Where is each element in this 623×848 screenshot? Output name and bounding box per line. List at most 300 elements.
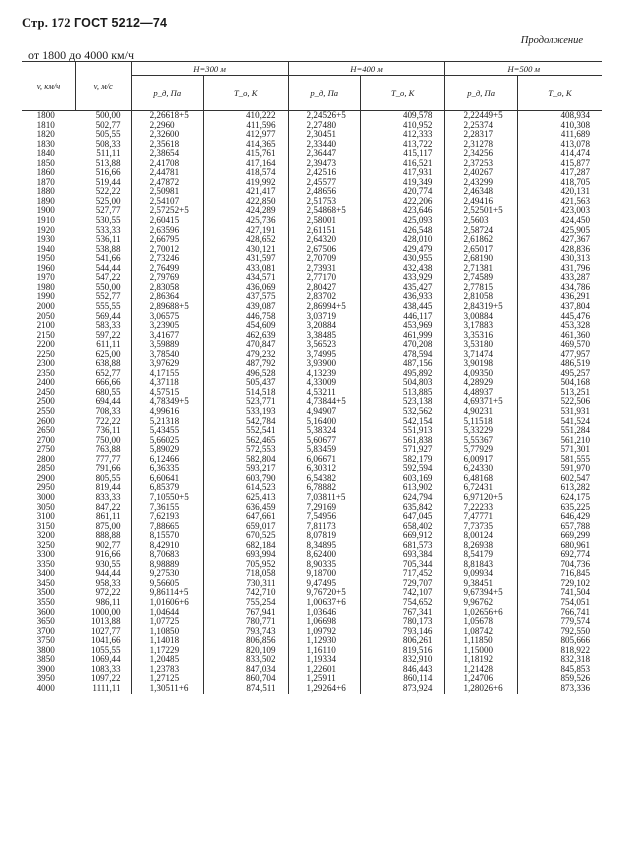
cell-v-kmh: 3100 xyxy=(36,511,55,521)
cell-p-h300: 2,2960 xyxy=(131,121,203,131)
cell-v-ms: 805,55 xyxy=(95,472,121,483)
cell-t-h500: 873,336 xyxy=(517,684,602,694)
cell-p-h500: 2,37253 xyxy=(445,159,517,169)
cell-v-kmh: 3400 xyxy=(36,568,55,578)
cell-t-h300: 552,541 xyxy=(203,426,288,436)
cell-p-h300: 2,38654 xyxy=(131,149,203,159)
cell-v-ms: 708,33 xyxy=(95,406,121,416)
cell-p-h300: 2,79769 xyxy=(131,273,203,283)
cell-p-h400: 2,73931 xyxy=(288,264,360,274)
cell-p-h300: 9,86114+5 xyxy=(131,588,203,598)
cell-p-h400: 2,51753 xyxy=(288,197,360,207)
cell-t-h500: 541,524 xyxy=(517,417,602,427)
cell-v-ms: 1041,66 xyxy=(91,635,121,645)
cell-t-h400: 478,594 xyxy=(360,350,445,360)
cell-t-h400: 571,927 xyxy=(360,445,445,455)
cell-p-h500: 3,35316 xyxy=(445,331,517,341)
cell-p-h300: 8,98889 xyxy=(131,560,203,570)
cell-p-h400: 3,20884 xyxy=(288,321,360,331)
cell-t-h400: 495,892 xyxy=(360,369,445,379)
header-group-h500: H=500 м xyxy=(445,62,602,76)
continuation-label: Продолжение xyxy=(520,35,583,46)
cell-p-h300: 1,20485 xyxy=(131,655,203,665)
cell-v-ms: 519,44 xyxy=(95,176,121,187)
cell-v-ms: 525,00 xyxy=(95,195,121,206)
cell-v-ms: 819,44 xyxy=(95,482,121,492)
header-p-h500: p_д, Па xyxy=(445,76,517,111)
cell-p-h500: 9,38451 xyxy=(445,579,517,589)
cell-v-kmh: 2250 xyxy=(36,348,55,359)
cell-p-h400: 2,67506 xyxy=(288,245,360,255)
cell-v-ms: 583,33 xyxy=(95,320,121,330)
cell-v-ms: 1111,11 xyxy=(92,682,121,693)
cell-v-ms: 611,11 xyxy=(96,339,121,349)
cell-t-h300: 514,518 xyxy=(203,388,288,398)
cell-v-kmh: 3800 xyxy=(36,644,55,655)
cell-p-h500: 2,74589 xyxy=(445,273,517,283)
cell-v-ms: 930,55 xyxy=(95,558,121,569)
cell-v-kmh: 2800 xyxy=(36,453,55,464)
cell-t-h300: 718,058 xyxy=(203,569,288,579)
cell-t-h400: 436,933 xyxy=(360,292,445,302)
cell-v-kmh: 3350 xyxy=(36,558,55,569)
cell-v-kmh: 1890 xyxy=(36,195,55,206)
cell-p-h500: 2,46348 xyxy=(445,187,517,197)
cell-v-ms: 1027,77 xyxy=(91,625,121,636)
table-row xyxy=(22,302,602,312)
cell-t-h500: 859,526 xyxy=(517,674,602,684)
cell-v-ms: 555,55 xyxy=(95,300,121,311)
cell-t-h400: 453,969 xyxy=(360,321,445,331)
cell-v-ms: 516,66 xyxy=(95,167,121,177)
header-v-kmh: v, км/ч xyxy=(22,62,75,111)
cell-p-h400: 1,03646 xyxy=(288,608,360,618)
cell-t-h300: 542,784 xyxy=(203,417,288,427)
cell-t-h400: 860,114 xyxy=(360,674,445,684)
cell-t-h500: 504,168 xyxy=(517,378,602,388)
cell-t-h400: 705,344 xyxy=(360,560,445,570)
cell-t-h300: 806,856 xyxy=(203,636,288,646)
cell-p-h500: 4,69371+5 xyxy=(445,397,517,407)
cell-t-h500: 591,970 xyxy=(517,464,602,474)
cell-t-h300: 505,437 xyxy=(203,378,288,388)
cell-t-h400: 438,445 xyxy=(360,302,445,312)
cell-p-h500: 8,54179 xyxy=(445,550,517,560)
cell-t-h500: 602,547 xyxy=(517,474,602,484)
cell-t-h500: 418,705 xyxy=(517,178,602,188)
cell-v-ms: 1055,55 xyxy=(91,644,121,655)
cell-v-ms: 513,88 xyxy=(95,157,121,168)
cell-t-h300: 659,017 xyxy=(203,522,288,532)
cell-p-h400: 1,06698 xyxy=(288,617,360,627)
cell-t-h500: 646,429 xyxy=(517,512,602,522)
cell-v-ms: 538,88 xyxy=(95,243,121,254)
cell-p-h300: 1,07725 xyxy=(131,617,203,627)
cell-p-h500: 2,31278 xyxy=(445,140,517,150)
cell-t-h400: 561,838 xyxy=(360,436,445,446)
cell-t-h400: 433,929 xyxy=(360,273,445,283)
cell-t-h500: 522,506 xyxy=(517,397,602,407)
table-row xyxy=(22,684,602,694)
cell-t-h400: 767,341 xyxy=(360,608,445,618)
cell-p-h500: 1,15000 xyxy=(445,646,517,656)
cell-t-h300: 410,222 xyxy=(203,111,288,121)
cell-p-h500: 4,28929 xyxy=(445,378,517,388)
cell-p-h300: 1,17229 xyxy=(131,646,203,656)
cell-p-h500: 7,73735 xyxy=(445,522,517,532)
cell-t-h500: 434,786 xyxy=(517,283,602,293)
cell-t-h400: 446,117 xyxy=(360,312,445,322)
cell-v-kmh: 1920 xyxy=(36,224,55,235)
cell-t-h400: 470,208 xyxy=(360,340,445,350)
cell-p-h300: 2,26618+5 xyxy=(131,111,203,121)
cell-v-kmh: 1980 xyxy=(36,281,55,292)
header-v-ms: v, м/с xyxy=(75,62,131,111)
cell-t-h500: 477,957 xyxy=(517,350,602,360)
cell-p-h400: 2,24526+5 xyxy=(288,111,360,121)
cell-t-h500: 433,287 xyxy=(517,273,602,283)
cell-p-h500: 2,28317 xyxy=(445,130,517,140)
cell-p-h500: 6,00917 xyxy=(445,455,517,465)
cell-p-h400: 2,42516 xyxy=(288,168,360,178)
cell-p-h500: 9,09934 xyxy=(445,569,517,579)
cell-p-h300: 3,23905 xyxy=(131,321,203,331)
cell-t-h400: 416,521 xyxy=(360,159,445,169)
cell-v-ms: 777,77 xyxy=(95,453,121,464)
cell-p-h500: 8,26938 xyxy=(445,541,517,551)
cell-t-h300: 742,710 xyxy=(203,588,288,598)
cell-p-h400: 3,74995 xyxy=(288,350,360,360)
cell-p-h400: 2,61151 xyxy=(288,226,360,236)
cell-t-h500: 704,736 xyxy=(517,560,602,570)
cell-v-kmh: 2750 xyxy=(36,444,55,454)
cell-t-h400: 487,156 xyxy=(360,359,445,369)
cell-v-ms: 944,44 xyxy=(95,568,121,578)
cell-t-h500: 413,078 xyxy=(517,140,602,150)
cell-v-kmh: 3300 xyxy=(36,549,55,559)
cell-p-h400: 4,53211 xyxy=(288,388,360,398)
cell-p-h400: 2,48656 xyxy=(288,187,360,197)
cell-p-h400: 1,25911 xyxy=(288,674,360,684)
cell-v-kmh: 2200 xyxy=(36,339,55,349)
header-group-h300: H=300 м xyxy=(131,62,288,76)
cell-t-h500: 423,003 xyxy=(517,206,602,216)
cell-p-h500: 1,11850 xyxy=(445,636,517,646)
cell-t-h500: 445,476 xyxy=(517,312,602,322)
cell-p-h400: 6,54382 xyxy=(288,474,360,484)
cell-t-h300: 767,941 xyxy=(203,608,288,618)
cell-t-h300: 424,289 xyxy=(203,206,288,216)
cell-p-h500: 2,43299 xyxy=(445,178,517,188)
cell-p-h400: 9,47495 xyxy=(288,579,360,589)
cell-v-ms: 569,44 xyxy=(95,310,121,321)
cell-p-h500: 2,68190 xyxy=(445,254,517,264)
cell-p-h300: 2,73246 xyxy=(131,254,203,264)
cell-t-h300: 427,191 xyxy=(203,226,288,236)
cell-t-h300: 705,952 xyxy=(203,560,288,570)
cell-p-h300: 5,21318 xyxy=(131,417,203,427)
cell-t-h500: 657,788 xyxy=(517,522,602,532)
cell-t-h300: 603,790 xyxy=(203,474,288,484)
cell-t-h400: 425,093 xyxy=(360,216,445,226)
atmosphere-table xyxy=(22,61,602,694)
cell-t-h500: 692,774 xyxy=(517,550,602,560)
cell-t-h400: 423,646 xyxy=(360,206,445,216)
cell-p-h400: 2,33440 xyxy=(288,140,360,150)
cell-t-h400: 742,107 xyxy=(360,588,445,598)
cell-p-h300: 3,78540 xyxy=(131,350,203,360)
cell-t-h500: 437,804 xyxy=(517,302,602,312)
cell-v-kmh: 2400 xyxy=(36,377,55,387)
cell-t-h400: 428,010 xyxy=(360,235,445,245)
cell-t-h500: 495,257 xyxy=(517,369,602,379)
cell-p-h500: 5,33229 xyxy=(445,426,517,436)
cell-p-h500: 2,81058 xyxy=(445,292,517,302)
cell-p-h300: 2,47872 xyxy=(131,178,203,188)
cell-t-h500: 571,301 xyxy=(517,445,602,455)
cell-p-h300: 7,36155 xyxy=(131,503,203,513)
cell-t-h300: 755,254 xyxy=(203,598,288,608)
cell-t-h300: 411,596 xyxy=(203,121,288,131)
cell-p-h500: 5,55367 xyxy=(445,436,517,446)
cell-t-h500: 805,666 xyxy=(517,636,602,646)
cell-t-h300: 670,525 xyxy=(203,531,288,541)
cell-t-h300: 496,528 xyxy=(203,369,288,379)
cell-v-kmh: 2950 xyxy=(36,482,55,492)
cell-p-h400: 5,60677 xyxy=(288,436,360,446)
cell-p-h500: 1,05678 xyxy=(445,617,517,627)
cell-v-kmh: 3050 xyxy=(36,501,55,512)
cell-v-ms: 527,77 xyxy=(95,205,121,216)
cell-v-kmh: 3200 xyxy=(36,530,55,540)
cell-t-h400: 430,955 xyxy=(360,254,445,264)
cell-v-kmh: 2500 xyxy=(36,396,55,407)
cell-t-h500: 411,689 xyxy=(517,130,602,140)
cell-p-h400: 2,80427 xyxy=(288,283,360,293)
cell-v-kmh: 2850 xyxy=(36,463,55,473)
cell-p-h300: 2,57252+5 xyxy=(131,206,203,216)
cell-v-ms: 986,11 xyxy=(95,597,121,607)
cell-v-ms: 625,00 xyxy=(95,348,121,359)
cell-t-h400: 429,479 xyxy=(360,245,445,255)
cell-v-ms: 875,00 xyxy=(95,520,121,531)
cell-t-h500: 417,287 xyxy=(517,168,602,178)
cell-p-h300: 8,15570 xyxy=(131,531,203,541)
cell-t-h500: 431,796 xyxy=(517,264,602,274)
cell-p-h500: 3,71474 xyxy=(445,350,517,360)
cell-v-ms: 680,55 xyxy=(95,386,121,397)
cell-t-h400: 504,803 xyxy=(360,378,445,388)
cell-p-h300: 2,70012 xyxy=(131,245,203,255)
cell-v-kmh: 3150 xyxy=(36,520,55,531)
cell-t-h500: 561,210 xyxy=(517,436,602,446)
cell-v-ms: 550,00 xyxy=(95,281,121,292)
cell-p-h500: 1,28026+6 xyxy=(445,684,517,694)
cell-p-h300: 9,56605 xyxy=(131,579,203,589)
cell-t-h400: 603,169 xyxy=(360,474,445,484)
cell-t-h300: 417,164 xyxy=(203,159,288,169)
cell-v-kmh: 2300 xyxy=(36,358,55,368)
cell-v-ms: 958,33 xyxy=(95,577,121,588)
cell-p-h300: 6,12466 xyxy=(131,455,203,465)
cell-p-h500: 5,11518 xyxy=(445,417,517,427)
cell-t-h500: 424,450 xyxy=(517,216,602,226)
cell-p-h300: 4,37118 xyxy=(131,378,203,388)
cell-t-h500: 430,313 xyxy=(517,254,602,264)
cell-t-h300: 682,184 xyxy=(203,541,288,551)
cell-p-h400: 7,81173 xyxy=(288,522,360,532)
cell-t-h300: 446,758 xyxy=(203,312,288,322)
cell-v-ms: 638,88 xyxy=(95,358,121,368)
cell-t-h300: 415,761 xyxy=(203,149,288,159)
cell-v-ms: 536,11 xyxy=(95,234,121,244)
cell-t-h500: 436,291 xyxy=(517,292,602,302)
cell-p-h500: 8,81843 xyxy=(445,560,517,570)
cell-p-h300: 4,99616 xyxy=(131,407,203,417)
cell-p-h300: 2,63596 xyxy=(131,226,203,236)
cell-p-h400: 2,39473 xyxy=(288,159,360,169)
cell-t-h500: 680,961 xyxy=(517,541,602,551)
cell-t-h500: 669,299 xyxy=(517,531,602,541)
cell-p-h500: 2,77815 xyxy=(445,283,517,293)
cell-v-ms: 530,55 xyxy=(95,215,121,225)
cell-p-h500: 2,71381 xyxy=(445,264,517,274)
cell-p-h300: 4,78349+5 xyxy=(131,397,203,407)
cell-v-kmh: 2000 xyxy=(36,300,55,311)
cell-p-h500: 2,58724 xyxy=(445,226,517,236)
cell-p-h500: 1,08742 xyxy=(445,627,517,637)
cell-t-h400: 422,206 xyxy=(360,197,445,207)
cell-t-h300: 428,652 xyxy=(203,235,288,245)
cell-v-ms: 533,33 xyxy=(95,224,121,235)
cell-v-kmh: 2350 xyxy=(36,367,55,378)
cell-p-h300: 3,41677 xyxy=(131,331,203,341)
cell-t-h400: 681,573 xyxy=(360,541,445,551)
cell-p-h400: 9,18700 xyxy=(288,569,360,579)
cell-v-ms: 902,77 xyxy=(95,539,121,550)
cell-t-h300: 433,081 xyxy=(203,264,288,274)
cell-p-h400: 8,34895 xyxy=(288,541,360,551)
cell-p-h400: 6,78882 xyxy=(288,483,360,493)
cell-t-h400: 532,562 xyxy=(360,407,445,417)
cell-t-h300: 454,609 xyxy=(203,321,288,331)
cell-p-h300: 2,60415 xyxy=(131,216,203,226)
cell-t-h300: 593,217 xyxy=(203,464,288,474)
cell-p-h500: 9,96762 xyxy=(445,598,517,608)
cell-v-kmh: 1900 xyxy=(36,205,55,216)
cell-t-h300: 487,792 xyxy=(203,359,288,369)
cell-p-h400: 1,16110 xyxy=(288,646,360,656)
cell-v-kmh: 1940 xyxy=(36,243,55,254)
cell-p-h500: 1,18192 xyxy=(445,655,517,665)
cell-t-h300: 833,502 xyxy=(203,655,288,665)
cell-p-h400: 1,29264+6 xyxy=(288,684,360,694)
cell-t-h500: 754,051 xyxy=(517,598,602,608)
cell-p-h500: 6,24330 xyxy=(445,464,517,474)
cell-t-h400: 461,999 xyxy=(360,331,445,341)
cell-p-h500: 2,52501+5 xyxy=(445,206,517,216)
cell-v-ms: 597,22 xyxy=(95,329,121,340)
cell-p-h300: 5,89029 xyxy=(131,445,203,455)
cell-t-h300: 425,736 xyxy=(203,216,288,226)
cell-t-h500: 486,519 xyxy=(517,359,602,369)
cell-p-h300: 4,17155 xyxy=(131,369,203,379)
cell-t-h300: 647,661 xyxy=(203,512,288,522)
cell-t-h500: 766,741 xyxy=(517,608,602,618)
cell-p-h400: 2,64320 xyxy=(288,235,360,245)
table-row xyxy=(22,111,602,121)
header-t-h500: T_o, К xyxy=(517,76,602,111)
cell-t-h400: 413,722 xyxy=(360,140,445,150)
cell-v-ms: 508,33 xyxy=(95,138,121,149)
cell-t-h300: 847,034 xyxy=(203,665,288,675)
cell-p-h400: 5,16400 xyxy=(288,417,360,427)
cell-p-h500: 2,40267 xyxy=(445,168,517,178)
cell-t-h300: 436,069 xyxy=(203,283,288,293)
cell-t-h400: 409,578 xyxy=(360,111,445,121)
cell-p-h500: 2,34256 xyxy=(445,149,517,159)
cell-v-ms: 1000,00 xyxy=(91,606,121,617)
cell-p-h400: 9,76720+5 xyxy=(288,588,360,598)
cell-p-h500: 2,61862 xyxy=(445,235,517,245)
cell-v-kmh: 1950 xyxy=(36,253,55,263)
header-p-h400: p_д, Па xyxy=(288,76,360,111)
cell-v-ms: 736,11 xyxy=(95,425,121,435)
cell-v-ms: 791,66 xyxy=(95,463,121,473)
cell-t-h300: 780,771 xyxy=(203,617,288,627)
cell-t-h300: 820,109 xyxy=(203,646,288,656)
cell-t-h300: 614,523 xyxy=(203,483,288,493)
cell-t-h300: 693,994 xyxy=(203,550,288,560)
cell-v-kmh: 1930 xyxy=(36,234,55,244)
cell-t-h500: 421,563 xyxy=(517,197,602,207)
cell-p-h300: 2,35618 xyxy=(131,140,203,150)
cell-v-kmh: 3650 xyxy=(36,616,55,626)
cell-v-ms: 833,33 xyxy=(95,491,121,502)
cell-p-h300: 8,42910 xyxy=(131,541,203,551)
cell-p-h300: 7,88665 xyxy=(131,522,203,532)
cell-t-h500: 427,367 xyxy=(517,235,602,245)
cell-p-h400: 2,70709 xyxy=(288,254,360,264)
cell-v-ms: 544,44 xyxy=(95,262,121,273)
cell-v-ms: 511,11 xyxy=(96,148,121,158)
cell-p-h400: 2,30451 xyxy=(288,130,360,140)
cell-t-h500: 832,318 xyxy=(517,655,602,665)
cell-v-ms: 666,66 xyxy=(95,377,121,387)
cell-t-h300: 434,571 xyxy=(203,273,288,283)
cell-p-h400: 6,06671 xyxy=(288,455,360,465)
cell-t-h400: 513,885 xyxy=(360,388,445,398)
cell-t-h400: 729,707 xyxy=(360,579,445,589)
cell-p-h400: 1,19334 xyxy=(288,655,360,665)
cell-t-h500: 425,905 xyxy=(517,226,602,236)
cell-p-h400: 3,03719 xyxy=(288,312,360,322)
cell-p-h500: 6,48168 xyxy=(445,474,517,484)
cell-v-ms: 552,77 xyxy=(95,291,121,301)
cell-p-h300: 1,14018 xyxy=(131,636,203,646)
cell-v-kmh: 2100 xyxy=(36,320,55,330)
cell-v-kmh: 2150 xyxy=(36,329,55,340)
cell-p-h300: 7,62193 xyxy=(131,512,203,522)
cell-p-h400: 2,27480 xyxy=(288,121,360,131)
cell-p-h300: 7,10550+5 xyxy=(131,493,203,503)
cell-t-h400: 754,652 xyxy=(360,598,445,608)
cell-p-h400: 7,54956 xyxy=(288,512,360,522)
cell-p-h300: 2,50981 xyxy=(131,187,203,197)
cell-v-ms: 763,88 xyxy=(95,444,121,454)
cell-v-ms: 1097,22 xyxy=(91,673,121,683)
cell-t-h500: 531,931 xyxy=(517,407,602,417)
